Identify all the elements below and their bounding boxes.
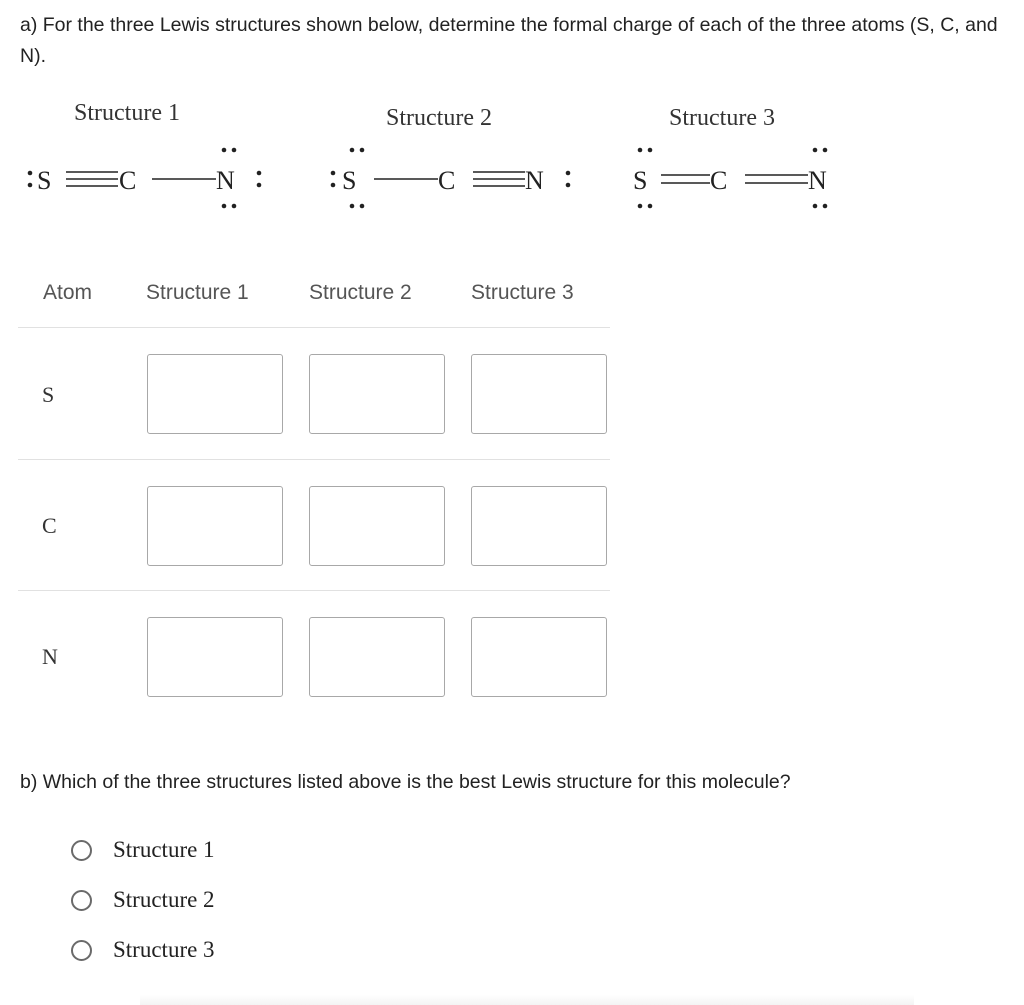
header-divider <box>18 327 610 328</box>
question-part-a: a) For the three Lewis structures shown below, determine the formal charge of each of the three atoms (S, C, and N). <box>20 14 998 67</box>
input-n-structure-2[interactable] <box>309 617 445 697</box>
footer-shadow <box>140 995 914 1005</box>
radio-button[interactable] <box>71 840 92 861</box>
lewis-structures <box>0 130 1024 220</box>
lone-pair-dot <box>566 171 571 176</box>
structure-3-drawing <box>633 148 827 209</box>
lone-pair-dot <box>360 204 365 209</box>
column-header-atom: Atom <box>43 281 93 304</box>
input-c-structure-3[interactable] <box>471 486 607 566</box>
question-part-b: b) Which of the three structures listed above is the best Lewis structure for this molecule? <box>20 771 791 793</box>
structure-2-label: Structure 2 <box>386 105 492 131</box>
column-header-structure-2: Structure 2 <box>309 281 412 304</box>
structure-2-drawing <box>331 148 571 209</box>
lone-pair-dot <box>331 171 336 176</box>
option-structure-3[interactable] <box>71 935 215 965</box>
lone-pair-dot <box>257 171 262 176</box>
input-c-structure-2[interactable] <box>309 486 445 566</box>
row-label-s: S <box>42 382 55 407</box>
atom-s: S <box>37 166 52 195</box>
input-n-structure-3[interactable] <box>471 617 607 697</box>
atom-n: N <box>525 166 544 195</box>
row-divider <box>18 590 610 591</box>
lone-pair-dot <box>566 183 571 188</box>
input-n-structure-1[interactable] <box>147 617 283 697</box>
radio-button[interactable] <box>71 940 92 961</box>
lone-pair-dot <box>638 148 643 153</box>
row-label-c: C <box>42 513 57 538</box>
lone-pair-dot <box>222 204 227 209</box>
lone-pair-dot <box>648 148 653 153</box>
row-divider <box>18 459 610 460</box>
row-label-n: N <box>42 644 58 669</box>
input-c-structure-1[interactable] <box>147 486 283 566</box>
lone-pair-dot <box>813 148 818 153</box>
lone-pair-dot <box>232 204 237 209</box>
lone-pair-dot <box>648 204 653 209</box>
structure-1-drawing <box>28 148 262 209</box>
lone-pair-dot <box>331 183 336 188</box>
lone-pair-dot <box>360 148 365 153</box>
lone-pair-dot <box>638 204 643 209</box>
atom-c: C <box>438 166 456 195</box>
lone-pair-dot <box>350 148 355 153</box>
atom-c: C <box>710 166 728 195</box>
option-structure-1[interactable] <box>71 835 215 865</box>
structure-1-label: Structure 1 <box>74 100 180 126</box>
radio-button[interactable] <box>71 890 92 911</box>
option-structure-2[interactable] <box>71 885 215 915</box>
option-label: Structure 3 <box>113 937 215 962</box>
lone-pair-dot <box>28 183 33 188</box>
lone-pair-dot <box>28 171 33 176</box>
input-s-structure-1[interactable] <box>147 354 283 434</box>
lone-pair-dot <box>823 148 828 153</box>
input-s-structure-3[interactable] <box>471 354 607 434</box>
atom-s: S <box>633 166 648 195</box>
input-s-structure-2[interactable] <box>309 354 445 434</box>
atom-s: S <box>342 166 357 195</box>
atom-n: N <box>808 166 827 195</box>
option-label: Structure 1 <box>113 837 215 862</box>
structure-3-label: Structure 3 <box>669 105 775 131</box>
atom-n: N <box>216 166 235 195</box>
lone-pair-dot <box>350 204 355 209</box>
option-label: Structure 2 <box>113 887 215 912</box>
lone-pair-dot <box>823 204 828 209</box>
atom-c: C <box>119 166 137 195</box>
lone-pair-dot <box>232 148 237 153</box>
lone-pair-dot <box>257 183 262 188</box>
lone-pair-dot <box>222 148 227 153</box>
lone-pair-dot <box>813 204 818 209</box>
column-header-structure-3: Structure 3 <box>471 281 574 304</box>
column-header-structure-1: Structure 1 <box>146 281 249 304</box>
